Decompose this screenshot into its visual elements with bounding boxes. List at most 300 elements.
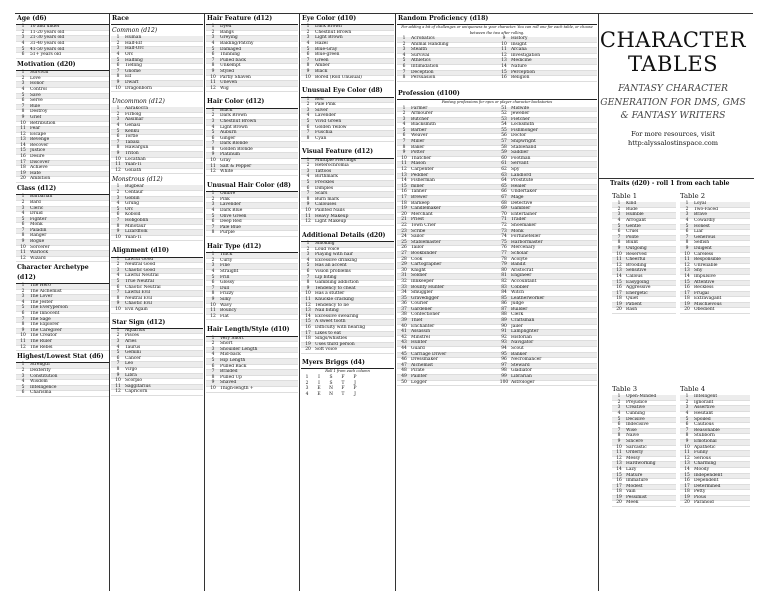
row-text: Persuasion	[411, 75, 436, 81]
proficiency-note: For adding a bit of challenges or uniqueness to your character. You can roll one for each table, or choose between the two after rolling.	[401, 25, 593, 35]
roll-number: 1	[306, 24, 310, 30]
roll-number: 7	[402, 69, 406, 75]
row-text: Dimples	[315, 185, 334, 191]
row-text: Gambler	[511, 206, 531, 212]
roll-number: 10	[115, 378, 121, 384]
row-text: Librarian	[511, 374, 532, 380]
visual-feature-table	[301, 159, 394, 226]
row-text: Careless	[694, 251, 714, 257]
row-text: Shipwright	[511, 139, 536, 145]
roll-number: 3	[306, 107, 310, 113]
row-text: Fisherman	[411, 178, 435, 184]
row-text: Messy	[626, 455, 641, 461]
roll-number: 3	[211, 118, 215, 124]
row-text: Orc	[125, 206, 134, 212]
roll-number: 3	[21, 205, 25, 211]
row-text: Amber	[315, 63, 330, 69]
row-text: Courier	[411, 301, 429, 307]
roll-number: 91	[501, 329, 507, 335]
table-row	[111, 236, 203, 242]
roll-number: 14	[20, 142, 26, 148]
row-text: Elf	[125, 74, 132, 80]
row-text: The Hero	[30, 283, 51, 289]
row-text: Scout	[511, 346, 524, 352]
roll-number: 5	[211, 213, 215, 219]
roll-number: 9	[116, 80, 120, 86]
roll-number: 16	[20, 154, 26, 160]
roll-number: 6	[116, 63, 120, 69]
roll-number: 2	[617, 399, 621, 405]
myers-briggs-row	[301, 392, 394, 398]
roll-number: 9	[685, 245, 689, 251]
roll-number: 9	[21, 239, 25, 245]
row-text: Medicine	[511, 58, 532, 64]
roll-number: 9	[116, 372, 120, 378]
row-text: Achieve	[30, 165, 48, 171]
section-title-archetype: Character Archetype (d12)	[16, 262, 109, 284]
myers-briggs-cell: T	[341, 391, 345, 397]
row-text: The Creator	[30, 333, 57, 339]
roll-number: 18	[616, 489, 622, 495]
roll-number: 7	[116, 217, 120, 223]
row-text: Cyan	[315, 135, 327, 141]
row-text: Red	[315, 96, 324, 102]
roll-number: 4	[306, 174, 310, 180]
roll-number: 16	[616, 285, 622, 291]
roll-number: 3	[21, 35, 25, 41]
row-text: Banker	[511, 351, 528, 357]
row-text: Ranger	[30, 233, 47, 239]
roll-number: 20	[684, 307, 690, 313]
row-text: Tailor	[411, 245, 424, 251]
roll-number: 5	[685, 416, 689, 422]
roll-number: 12	[210, 169, 216, 175]
row-text: Arcana	[511, 47, 527, 53]
row-text: Intelligence	[30, 384, 57, 390]
roll-number: 6	[21, 390, 25, 396]
row-text: Fighter	[30, 216, 47, 222]
row-text: Reckless	[694, 285, 714, 291]
row-text: Logger	[411, 379, 427, 385]
row-text: Thigh-length +	[220, 385, 254, 391]
row-text: Olive Green	[220, 213, 247, 219]
roll-number: 11	[20, 338, 26, 344]
row-text: Smuggler	[411, 290, 433, 296]
roll-number: 4	[685, 410, 689, 416]
myers-briggs-cell: 1	[305, 375, 309, 381]
roll-number: 5	[402, 58, 406, 64]
row-text: Merchant	[411, 211, 433, 217]
section-title-starsign: Star Sign (d12)	[111, 317, 203, 329]
row-text: Two-Faced	[694, 206, 718, 212]
roll-number: 8	[211, 374, 215, 380]
row-text: The Alchemist	[30, 288, 62, 294]
roll-number: 52	[501, 111, 507, 117]
roll-number: 6	[116, 284, 120, 290]
row-text: Reasonable	[694, 427, 720, 433]
roll-number: 15	[616, 472, 622, 478]
roll-number: 12	[616, 262, 622, 268]
roll-number: 20	[616, 500, 622, 506]
row-text: Frugal	[694, 290, 709, 296]
row-text: Charisma	[30, 390, 52, 396]
roll-number: 41	[401, 329, 407, 335]
section-title-age: Age (d6)	[16, 13, 109, 25]
row-text: Virgo	[125, 366, 138, 372]
traits-table-4-label: Table 4	[680, 385, 706, 393]
row-text: Engineer	[511, 273, 532, 279]
row-text: Goliath	[125, 167, 142, 173]
roll-number: 9	[306, 285, 310, 291]
row-text: Partly Shaven	[220, 74, 251, 80]
roll-number: 21	[401, 217, 407, 223]
row-text: Orderly	[626, 450, 644, 456]
roll-number: 65	[501, 183, 507, 189]
row-text: A sweet tooth	[315, 319, 346, 325]
roll-number: 16	[305, 324, 311, 330]
row-text: Miller	[411, 139, 425, 145]
roll-number: 8	[116, 295, 120, 301]
roll-number: 5	[306, 46, 310, 52]
roll-number: 2	[21, 75, 25, 81]
roll-number: 1	[306, 96, 310, 102]
row-text: Barkeep	[411, 200, 430, 206]
row-text: Platinum	[220, 152, 240, 158]
roll-number: 8	[21, 233, 25, 239]
row-text: Moody	[694, 466, 710, 472]
row-text: Gladiator	[511, 368, 532, 374]
row-text: Monk	[30, 222, 43, 228]
roll-number: 9	[685, 438, 689, 444]
table-row	[111, 169, 203, 175]
roll-number: 67	[501, 195, 507, 201]
roll-number: 2	[402, 111, 406, 117]
row-text: Insight	[511, 41, 527, 47]
row-text: Mischievous	[694, 301, 722, 307]
row-text: Funny	[694, 450, 709, 456]
row-text: Very Short	[220, 335, 244, 341]
row-text: Hip Length	[220, 357, 246, 363]
myers-briggs-cell: 4	[305, 391, 309, 397]
row-text: 51+ years old	[30, 52, 61, 58]
row-text: The Lover	[30, 294, 53, 300]
roll-number: 20	[20, 176, 26, 182]
row-text: Rule	[30, 103, 41, 109]
row-text: Cowardly	[694, 217, 716, 223]
row-text: Harbormaster	[511, 239, 543, 245]
row-text: Thinning	[220, 52, 240, 58]
roll-number: 14	[616, 466, 622, 472]
profession-note: Fantasy professions for npcs or player character backstories	[441, 100, 553, 105]
roll-number: 45	[401, 351, 407, 357]
row-text: Rogue	[30, 239, 45, 245]
roll-number: 34	[401, 290, 407, 296]
myers-briggs-note: Roll 1 from each column	[325, 369, 370, 374]
roll-number: 9	[21, 327, 25, 333]
row-text: Sarcastic	[626, 444, 647, 450]
row-text: Blue-green	[315, 52, 340, 58]
row-text: Firbolg	[125, 111, 142, 117]
roll-number: 38	[401, 312, 407, 318]
roll-number: 6	[116, 355, 120, 361]
row-text: Weaver	[411, 133, 428, 139]
row-text: Extravagant	[694, 296, 722, 302]
roll-number: 26	[401, 245, 407, 251]
row-text: Apathetic	[694, 444, 716, 450]
roll-number: 58	[501, 144, 507, 150]
roll-number: 7	[402, 139, 406, 145]
roll-number: 11	[401, 161, 407, 167]
roll-number: 7	[685, 234, 689, 240]
row-text: Shoemaker	[511, 222, 537, 228]
row-text: Acolyte	[511, 256, 528, 262]
row-text: Balding/Patchy	[220, 41, 254, 47]
row-text: 41-50 years old	[30, 46, 65, 52]
monstrous-race-table	[111, 185, 203, 241]
row-text: Druid	[30, 211, 43, 217]
row-text: Frill	[220, 274, 230, 280]
row-text: Hardworking	[626, 461, 656, 467]
row-text: The Everyperson	[30, 305, 68, 311]
roll-number: 79	[501, 262, 507, 268]
roll-number: 6	[402, 133, 406, 139]
roll-number: 1	[21, 24, 25, 30]
roll-number: 8	[617, 433, 621, 439]
row-text: Potter	[411, 150, 425, 156]
roll-number: 9	[211, 380, 215, 386]
roll-number: 8	[211, 291, 215, 297]
section-title-hair-length: Hair Length/Style (d10)	[206, 324, 298, 336]
row-text: Landlord	[511, 172, 532, 178]
row-text: Aasimar	[125, 117, 144, 123]
row-text: Lamplighter	[511, 329, 539, 335]
table-row	[301, 137, 394, 143]
roll-number: 12	[115, 389, 121, 395]
row-text: Frizzy	[220, 291, 234, 297]
row-text: Silky	[220, 296, 231, 302]
section-title-class: Class (d12)	[16, 183, 109, 195]
row-text: Vision problems	[315, 268, 351, 274]
roll-number: 18	[401, 200, 407, 206]
row-text: Scars	[315, 191, 328, 197]
myers-briggs-cell: N	[329, 386, 333, 392]
roll-number: 12	[20, 131, 26, 137]
roll-number: 8	[306, 135, 310, 141]
resources-link[interactable]: For more resources, visit http:alyssalostinspace.com	[627, 130, 719, 148]
row-text: Burn mark	[315, 196, 339, 202]
myers-briggs-cell: 2	[305, 380, 309, 386]
traits-rule	[598, 178, 754, 179]
roll-number: 15	[305, 319, 311, 325]
row-text: Minotaur	[125, 223, 146, 229]
row-text: The Explorer	[30, 322, 60, 328]
row-text: Entertainer	[511, 211, 537, 217]
row-text: Barbarian	[30, 194, 53, 200]
starsign-table	[111, 329, 203, 396]
roll-number: 6	[685, 229, 689, 235]
roll-number: 1	[21, 70, 25, 76]
section-title-hair-type: Hair Type (d12)	[206, 241, 298, 253]
myers-briggs-cell: F	[341, 375, 345, 381]
traits-table-2-rows	[680, 202, 750, 314]
row-text: Human	[125, 35, 142, 41]
row-text: Monk	[511, 228, 524, 234]
row-text: Dexterity	[30, 368, 51, 374]
myers-briggs-cell: P	[353, 375, 357, 381]
roll-number: 6	[211, 280, 215, 286]
row-text: Religion	[511, 75, 530, 81]
roll-number: 6	[211, 363, 215, 369]
unusual-eye-table	[301, 98, 394, 143]
roll-number: 12	[210, 85, 216, 91]
profession-table	[397, 107, 597, 387]
section-title-race: Race	[111, 13, 203, 25]
column-divider	[395, 13, 396, 591]
row-text: Fine	[220, 263, 230, 269]
roll-number: 20	[616, 307, 622, 313]
row-text: Minstrel	[411, 334, 430, 340]
myers-briggs-cell: 3	[305, 386, 309, 392]
row-text: Wisdom	[30, 379, 48, 385]
archetype-table	[16, 284, 109, 351]
roll-number: 10	[305, 291, 311, 297]
row-text: Goblin	[125, 195, 140, 201]
row-text: Mage	[511, 195, 524, 201]
hair-type-table	[206, 253, 298, 320]
row-text: Mid-back	[220, 352, 241, 358]
roll-number: 19	[616, 301, 622, 307]
row-text: Dull	[220, 285, 230, 291]
roll-number: 16	[616, 478, 622, 484]
roll-number: 4	[116, 344, 120, 350]
row-text: Intelligent	[694, 394, 718, 400]
roll-number: 9	[402, 150, 406, 156]
roll-number: 47	[401, 362, 407, 368]
table-row	[206, 87, 298, 93]
roll-number: 11	[501, 47, 507, 53]
row-text: Centaur	[125, 189, 144, 195]
roll-number: 10	[210, 74, 216, 80]
roll-number: 5	[402, 127, 406, 133]
table-row	[397, 76, 597, 82]
traits-table-1-label: Table 1	[612, 192, 638, 200]
row-text: Stablehand	[511, 144, 537, 150]
row-text: Hazel	[315, 41, 328, 47]
row-text: Jailer	[511, 323, 523, 329]
row-text: Bandit	[511, 262, 526, 268]
roll-number: 8	[116, 74, 120, 80]
row-text: Pirate	[411, 368, 425, 374]
myers-briggs-cell: J	[354, 391, 356, 397]
roll-number: 29	[401, 262, 407, 268]
roll-number: 64	[501, 178, 507, 184]
roll-number: 7	[211, 224, 215, 230]
row-text: Shy	[694, 268, 703, 274]
section-title-details: Additional Details (d20)	[301, 230, 394, 242]
row-text: Butcher	[411, 116, 429, 122]
row-text: Dwarf	[125, 80, 139, 86]
row-text: Ombre	[220, 191, 236, 197]
roll-number: 14	[501, 64, 507, 70]
table-row	[206, 170, 298, 176]
row-text: Sincere	[626, 438, 643, 444]
row-text: Dark Blue	[220, 207, 243, 213]
roll-number: 18	[305, 336, 311, 342]
roll-number: 14	[401, 178, 407, 184]
title-block	[598, 28, 748, 148]
roll-number: 37	[401, 306, 407, 312]
roll-number: 12	[684, 262, 690, 268]
roll-number: 14	[305, 313, 311, 319]
roll-number: 20	[401, 211, 407, 217]
roll-number: 2	[306, 102, 310, 108]
table-row	[206, 231, 298, 237]
roll-number: 8	[116, 366, 120, 372]
table-row	[16, 346, 109, 352]
roll-number: 8	[306, 280, 310, 286]
row-text: Dependent	[694, 478, 719, 484]
myers-briggs-cell: I	[318, 375, 320, 381]
table-row	[111, 87, 203, 93]
roll-number: 62	[501, 167, 507, 173]
row-text: Locksmith	[511, 122, 535, 128]
row-text: Aggressive	[626, 285, 651, 291]
roll-number: 13	[616, 461, 622, 467]
row-text: Judge	[511, 301, 524, 307]
roll-number: 1	[685, 201, 689, 207]
roll-number: 97	[501, 362, 507, 368]
roll-number: 2	[306, 246, 310, 252]
row-text: Naive	[626, 433, 639, 439]
table-row	[16, 257, 109, 263]
roll-number: 6	[116, 134, 120, 140]
table-row	[111, 390, 203, 396]
roll-number: 7	[306, 274, 310, 280]
row-text: Nail biting	[315, 308, 339, 314]
roll-number: 3	[617, 405, 621, 411]
myers-briggs-cell: P	[353, 386, 357, 392]
row-text: Save	[30, 92, 41, 98]
row-text: Footman	[511, 155, 531, 161]
roll-number: 3	[402, 116, 406, 122]
row-text: Serve	[30, 98, 43, 104]
roll-number: 4	[21, 299, 25, 305]
row-text: Destroy	[30, 109, 48, 115]
row-text: Sings/whistles	[315, 336, 348, 342]
row-text: Knuckle cracking	[315, 296, 354, 302]
roll-number: 7	[21, 103, 25, 109]
row-text: Glossy	[220, 280, 235, 286]
roll-number: 1	[116, 184, 120, 190]
roll-number: 28	[401, 256, 407, 262]
roll-number: 5	[21, 216, 25, 222]
roll-number: 7	[306, 191, 310, 197]
row-text: History	[511, 36, 528, 42]
row-text: Black	[315, 69, 328, 75]
roll-number: 3	[306, 35, 310, 41]
roll-number: 4	[211, 41, 215, 47]
row-text: Navigator	[511, 340, 534, 346]
row-text: Meek	[626, 500, 639, 506]
row-text: Pink	[220, 196, 230, 202]
row-text: Has an accent	[315, 263, 347, 269]
row-text: Independent	[694, 472, 723, 478]
roll-number: 100	[499, 379, 509, 385]
roll-number: 19	[305, 341, 311, 347]
roll-number: 2	[116, 111, 120, 117]
roll-number: 1	[211, 107, 215, 113]
row-text: Deep Red	[220, 219, 242, 225]
